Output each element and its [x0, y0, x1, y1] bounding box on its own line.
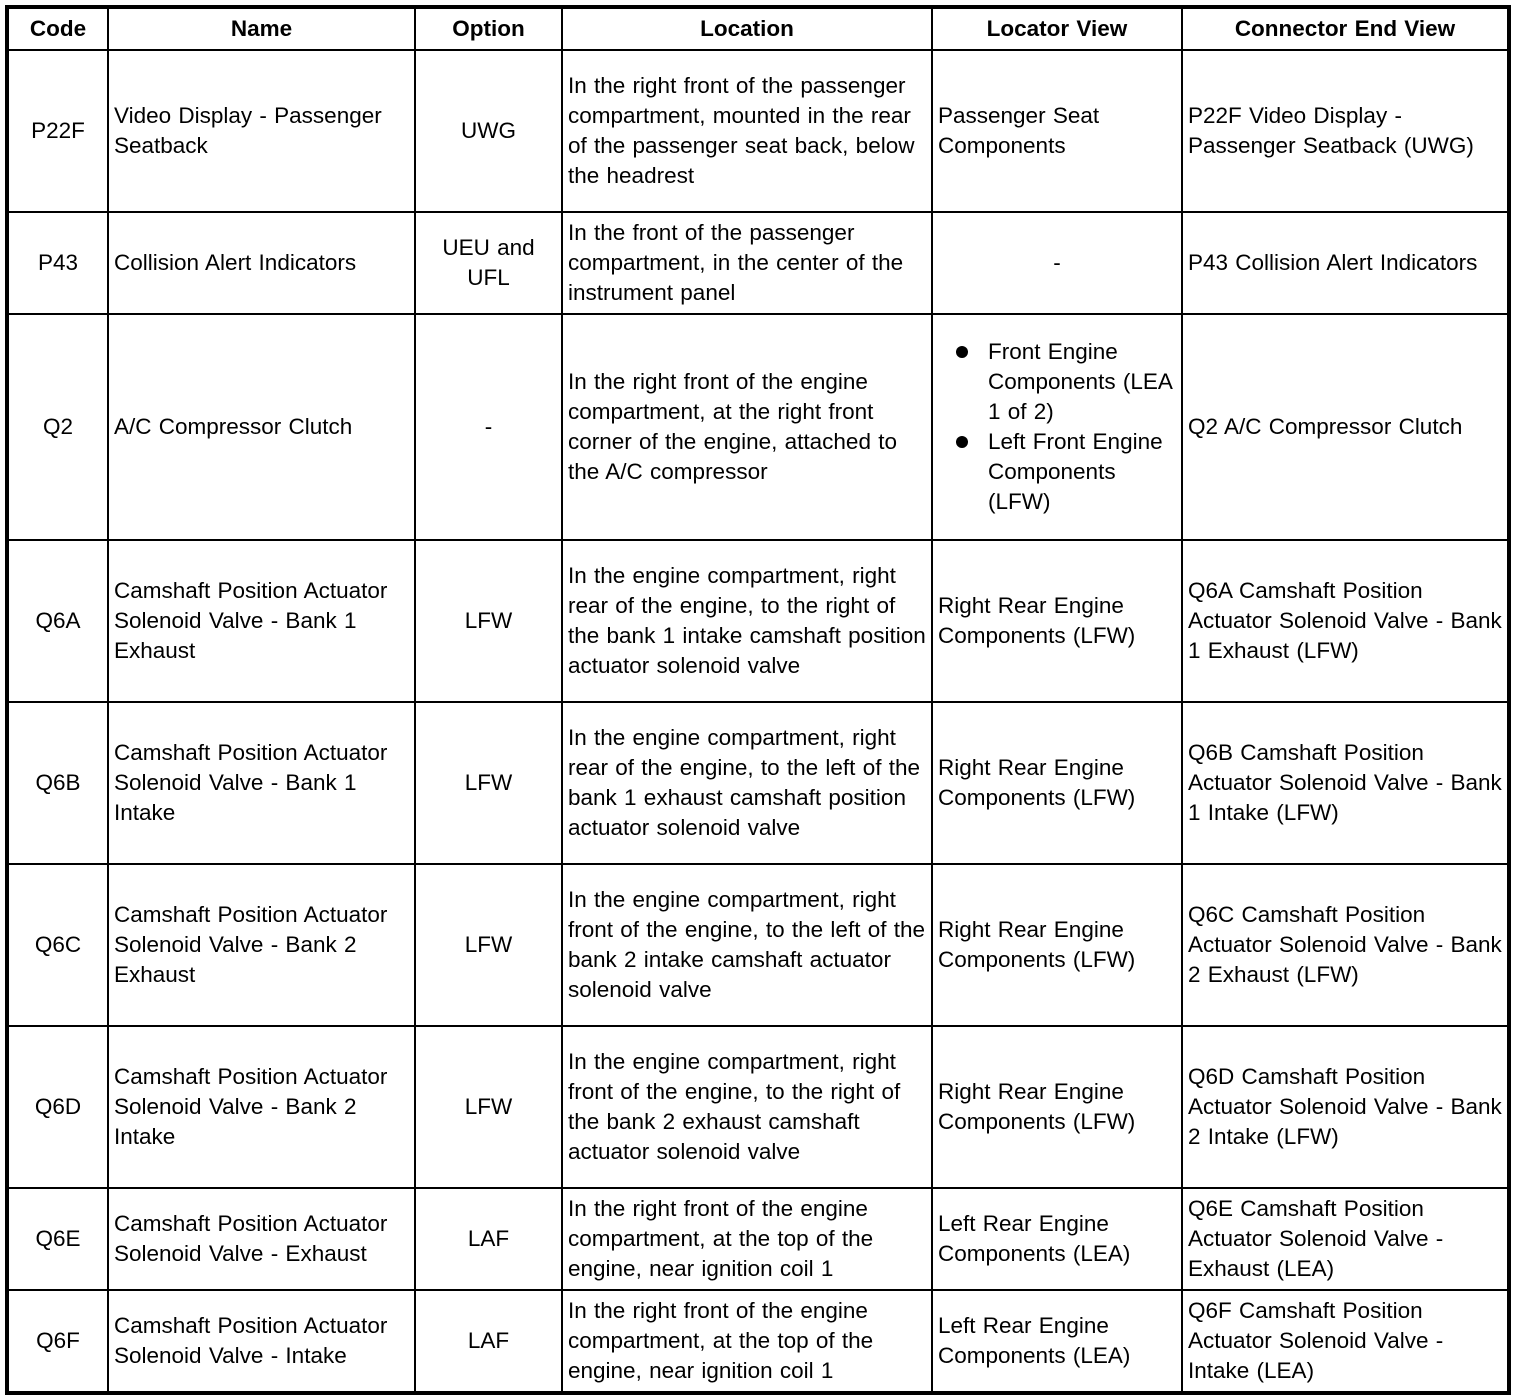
cell-code: Q2 — [8, 314, 108, 540]
cell-connector-end-view[interactable]: Q6C Camshaft Position Actuator Solenoid Valve - Bank 2 Exhaust (LFW) — [1182, 864, 1508, 1026]
table-row — [8, 212, 1508, 314]
cell-locator-view[interactable]: Right Rear Engine Components (LFW) — [932, 702, 1182, 864]
cell-name: Camshaft Position Actuator Solenoid Valve - Bank 2 Exhaust — [108, 864, 415, 1026]
cell-location: In the engine compartment, right front of the engine, to the left of the bank 2 intake camshaft actuator solenoid valve — [562, 864, 932, 1026]
component-locator-table — [7, 7, 1509, 1393]
cell-location: In the engine compartment, right rear of the engine, to the right of the bank 1 intake camshaft position actuator solenoid valve — [562, 540, 932, 702]
locator-list-item[interactable]: Front Engine Components (LEA 1 of 2) — [988, 337, 1176, 427]
header-locator-view: Locator View — [932, 8, 1182, 50]
cell-connector-end-view[interactable]: Q6D Camshaft Position Actuator Solenoid Valve - Bank 2 Intake (LFW) — [1182, 1026, 1508, 1188]
cell-connector-end-view[interactable]: P43 Collision Alert Indicators — [1182, 212, 1508, 314]
header-name: Name — [108, 8, 415, 50]
cell-location: In the engine compartment, right rear of the engine, to the left of the bank 1 exhaust camshaft position actuator solenoid valve — [562, 702, 932, 864]
cell-locator-view[interactable]: Right Rear Engine Components (LFW) — [932, 1026, 1182, 1188]
table-row — [8, 1188, 1508, 1290]
cell-connector-end-view[interactable]: Q6E Camshaft Position Actuator Solenoid Valve - Exhaust (LEA) — [1182, 1188, 1508, 1290]
cell-location: In the right front of the engine compartment, at the right front corner of the engine, attached to the A/C compressor — [562, 314, 932, 540]
cell-connector-end-view[interactable]: P22F Video Display - Passenger Seatback (UWG) — [1182, 50, 1508, 212]
cell-location: In the right front of the engine compartment, at the top of the engine, near ignition coil 1 — [562, 1188, 932, 1290]
cell-option: UEU and UFL — [415, 212, 562, 314]
cell-name: Camshaft Position Actuator Solenoid Valve - Intake — [108, 1290, 415, 1392]
cell-location: In the right front of the passenger compartment, mounted in the rear of the passenger seat back, below the headrest — [562, 50, 932, 212]
cell-location: In the right front of the engine compartment, at the top of the engine, near ignition coil 1 — [562, 1290, 932, 1392]
cell-locator-view[interactable]: Right Rear Engine Components (LFW) — [932, 540, 1182, 702]
cell-locator-view — [932, 314, 1182, 540]
cell-locator-view[interactable]: Left Rear Engine Components (LEA) — [932, 1290, 1182, 1392]
header-option: Option — [415, 8, 562, 50]
cell-location: In the engine compartment, right front of the engine, to the right of the bank 2 exhaust camshaft actuator solenoid valve — [562, 1026, 932, 1188]
locator-list — [938, 337, 1176, 517]
cell-connector-end-view[interactable]: Q6B Camshaft Position Actuator Solenoid Valve - Bank 1 Intake (LFW) — [1182, 702, 1508, 864]
cell-code: Q6F — [8, 1290, 108, 1392]
cell-name: A/C Compressor Clutch — [108, 314, 415, 540]
table-row — [8, 50, 1508, 212]
cell-name: Camshaft Position Actuator Solenoid Valve - Bank 2 Intake — [108, 1026, 415, 1188]
table-row — [8, 702, 1508, 864]
cell-option: - — [415, 314, 562, 540]
cell-code: P43 — [8, 212, 108, 314]
cell-code: Q6E — [8, 1188, 108, 1290]
cell-option: LFW — [415, 540, 562, 702]
header-connector-end-view: Connector End View — [1182, 8, 1508, 50]
cell-name: Collision Alert Indicators — [108, 212, 415, 314]
cell-option: LAF — [415, 1290, 562, 1392]
cell-locator-view[interactable]: Left Rear Engine Components (LEA) — [932, 1188, 1182, 1290]
table-row — [8, 1026, 1508, 1188]
cell-locator-view: - — [932, 212, 1182, 314]
cell-name: Camshaft Position Actuator Solenoid Valve - Exhaust — [108, 1188, 415, 1290]
cell-connector-end-view[interactable]: Q6F Camshaft Position Actuator Solenoid Valve - Intake (LEA) — [1182, 1290, 1508, 1392]
header-code: Code — [8, 8, 108, 50]
locator-list-item[interactable]: Left Front Engine Components (LFW) — [988, 427, 1176, 517]
cell-option: UWG — [415, 50, 562, 212]
cell-code: Q6A — [8, 540, 108, 702]
cell-code: Q6B — [8, 702, 108, 864]
cell-code: Q6D — [8, 1026, 108, 1188]
cell-locator-view[interactable]: Passenger Seat Components — [932, 50, 1182, 212]
cell-connector-end-view[interactable]: Q2 A/C Compressor Clutch — [1182, 314, 1508, 540]
cell-option: LFW — [415, 864, 562, 1026]
cell-location: In the front of the passenger compartment, in the center of the instrument panel — [562, 212, 932, 314]
cell-option: LFW — [415, 702, 562, 864]
table-row — [8, 1290, 1508, 1392]
cell-connector-end-view[interactable]: Q6A Camshaft Position Actuator Solenoid Valve - Bank 1 Exhaust (LFW) — [1182, 540, 1508, 702]
cell-locator-view[interactable]: Right Rear Engine Components (LFW) — [932, 864, 1182, 1026]
cell-name: Video Display - Passenger Seatback — [108, 50, 415, 212]
cell-code: Q6C — [8, 864, 108, 1026]
header-location: Location — [562, 8, 932, 50]
header-row — [8, 8, 1508, 50]
table-row — [8, 314, 1508, 540]
cell-code: P22F — [8, 50, 108, 212]
table-row — [8, 864, 1508, 1026]
cell-option: LAF — [415, 1188, 562, 1290]
cell-option: LFW — [415, 1026, 562, 1188]
table-row — [8, 540, 1508, 702]
cell-name: Camshaft Position Actuator Solenoid Valve - Bank 1 Intake — [108, 702, 415, 864]
cell-name: Camshaft Position Actuator Solenoid Valve - Bank 1 Exhaust — [108, 540, 415, 702]
